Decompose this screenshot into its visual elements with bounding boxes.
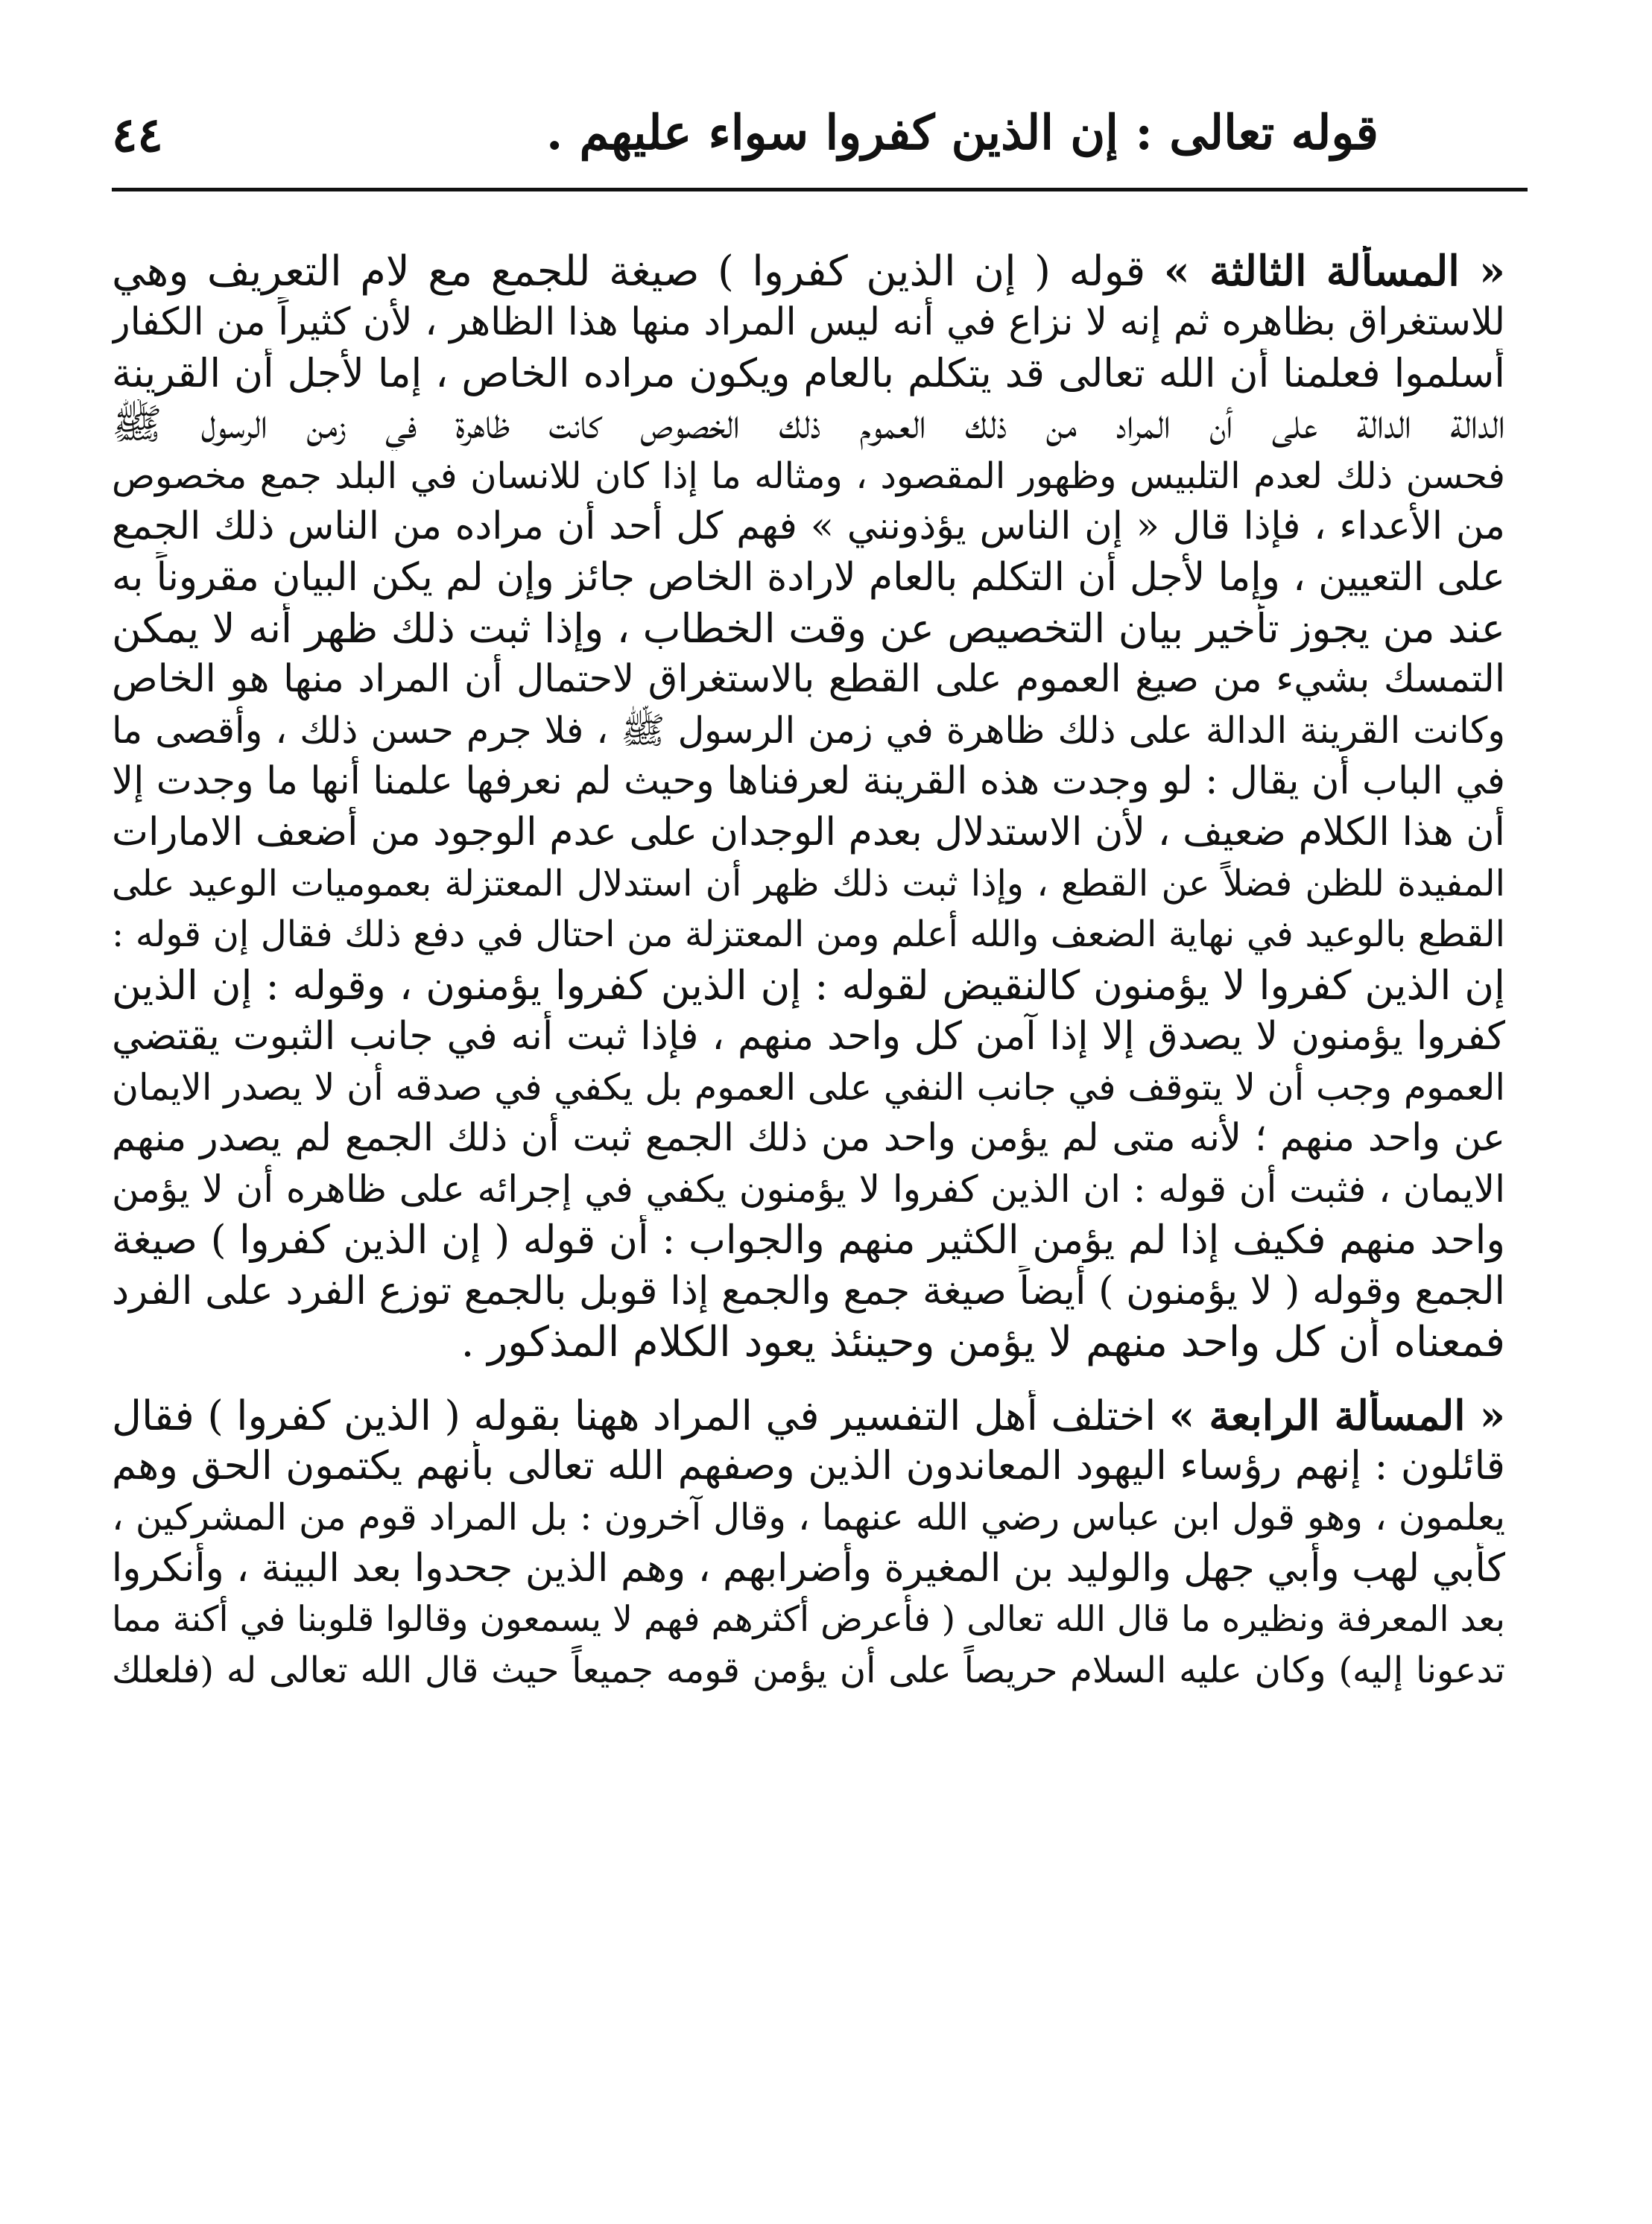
- text-line: عند من يجوز تأخير بيان التخصيص عن وقت الخطاب ، وإذا ثبت ذلك ظهر أنه لا يمكن: [112, 604, 1505, 652]
- text-line: في الباب أن يقال : لو وجدت هذه القرينة لعرفناها وحيث لم نعرفها علمنا أنها ما وجدت إلا: [112, 759, 1505, 804]
- text-line: أن هذا الكلام ضعيف ، لأن الاستدلال بعدم الوجدان على عدم الوجود من أضعف الامارات: [112, 810, 1505, 855]
- text-line: فمعناه أن كل واحد منهم لا يؤمن وحينئذ يعود الكلام المذكور .: [461, 1317, 1505, 1366]
- text-line: كأبي لهب وأبي جهل والوليد بن المغيرة وأضرابهم ، وهم الذين جحدوا بعد البينة ، وأنكروا: [112, 1546, 1505, 1591]
- section-heading: « المسألة الثالثة »: [1163, 247, 1505, 296]
- text-line: تدعونا إليه) وكان عليه السلام حريصاً على أن يؤمن قومه جميعاً حيث قال الله تعالى له (فلعلك: [112, 1649, 1505, 1691]
- text-line: واحد منهم فكيف إذا لم يؤمن الكثير منهم والجواب : أن قوله ( إن الذين كفروا ) صيغة: [112, 1217, 1505, 1263]
- text-line: القطع بالوعيد في نهاية الضعف والله أعلم ومن المعتزلة من احتال في دفع ذلك فقال إن قوله :: [112, 913, 1505, 956]
- text-line: « المسألة الثالثة » قوله ( إن الذين كفروا ) صيغة للجمع مع لام التعريف وهي: [112, 247, 1505, 296]
- text-line: كفروا يؤمنون لا يصدق إلا إذا آمن كل واحد منهم ، فإذا ثبت أنه في جانب الثبوت يقتضي: [112, 1014, 1505, 1059]
- text-line: من الأعداء ، فإذا قال « إن الناس يؤذونني » فهم كل أحد أن مراده من الناس ذلك الجمع: [112, 504, 1505, 549]
- section-heading: « المسألة الرابعة »: [1168, 1390, 1505, 1439]
- text-line: « المسألة الرابعة » اختلف أهل التفسير في المراد ههنا بقوله ( الذين كفروا ) فقال: [112, 1390, 1505, 1439]
- text-line: التمسك بشيء من صيغ العموم على القطع بالاستغراق لاحتمال أن المراد منها هو الخاص: [112, 657, 1505, 702]
- text-line: وكانت القرينة الدالة على ذلك ظاهرة في زمن الرسول ﷺ ، فلا جرم حسن ذلك ، وأقصى ما: [112, 709, 1505, 752]
- header-rule: [112, 188, 1528, 191]
- text-line: بعد المعرفة ونظيره ما قال الله تعالى ( فأعرض أكثرهم فهم لا يسمعون وقالوا قلوبنا في أكنة مما: [112, 1598, 1505, 1640]
- section-fourth-issue: [112, 1390, 1505, 1696]
- text-line: إن الذين كفروا لا يؤمنون كالنقيض لقوله : إن الذين كفروا يؤمنون ، وقوله : إن الذين: [112, 961, 1505, 1009]
- text-line: الدالة الدالة على أن المراد من ذلك العموم ذلك الخصوص كانت ظاهرة في زمن الرسول ﷺ: [112, 400, 1505, 449]
- text-line: للاستغراق بظاهره ثم إنه لا نزاع في أنه ليس المراد منها هذا الظاهر ، لأن كثيراً من الكفار: [112, 300, 1505, 345]
- running-title: قوله تعالى : إن الذين كفروا سواء عليهم .: [545, 105, 1379, 161]
- text-line: المفيدة للظن فضلاً عن القطع ، وإذا ثبت ذلك ظهر أن استدلال المعتزلة بعموميات الوعيد على: [112, 862, 1505, 905]
- section-third-issue: [112, 246, 1505, 1368]
- text-line: يعلمون ، وهو قول ابن عباس رضي الله عنهما ، وقال آخرون : بل المراد قوم من المشركين ،: [112, 1495, 1505, 1539]
- text-line: أسلموا فعلمنا أن الله تعالى قد يتكلم بالعام ويكون مراده الخاص ، إما لأجل أن القرينة: [112, 350, 1505, 396]
- text-line: الايمان ، فثبت أن قوله : ان الذين كفروا لا يؤمنون يكفي في إجرائه على ظاهره أن لا يؤمن: [112, 1168, 1505, 1211]
- text-line: العموم وجب أن لا يتوقف في جانب النفي على العموم بل يكفي في صدقه أن لا يصدر الايمان: [112, 1065, 1505, 1109]
- text-line: فحسن ذلك لعدم التلبيس وظهور المقصود ، ومثاله ما إذا كان للانسان في البلد جمع مخصوص: [112, 454, 1505, 497]
- text-line: عن واحد منهم ؛ لأنه متى لم يؤمن واحد من ذلك الجمع ثبت أن ذلك الجمع لم يصدر منهم: [112, 1115, 1505, 1160]
- text-line: قائلون : إنهم رؤساء اليهود المعاندون الذين وصفهم الله تعالى بأنهم يكتمون الحق وهم: [112, 1443, 1505, 1489]
- text-line: على التعيين ، وإما لأجل أن التكلم بالعام لارادة الخاص جائز وإن لم يكن البيان مقروناً به: [112, 555, 1505, 601]
- text-line: الجمع وقوله ( لا يؤمنون ) أيضاً صيغة جمع والجمع إذا قوبل بالجمع توزع الفرد على الفرد: [112, 1269, 1505, 1314]
- page-header: [112, 97, 1528, 179]
- page-number: ٤٤: [112, 107, 163, 163]
- page-body: [112, 246, 1505, 1718]
